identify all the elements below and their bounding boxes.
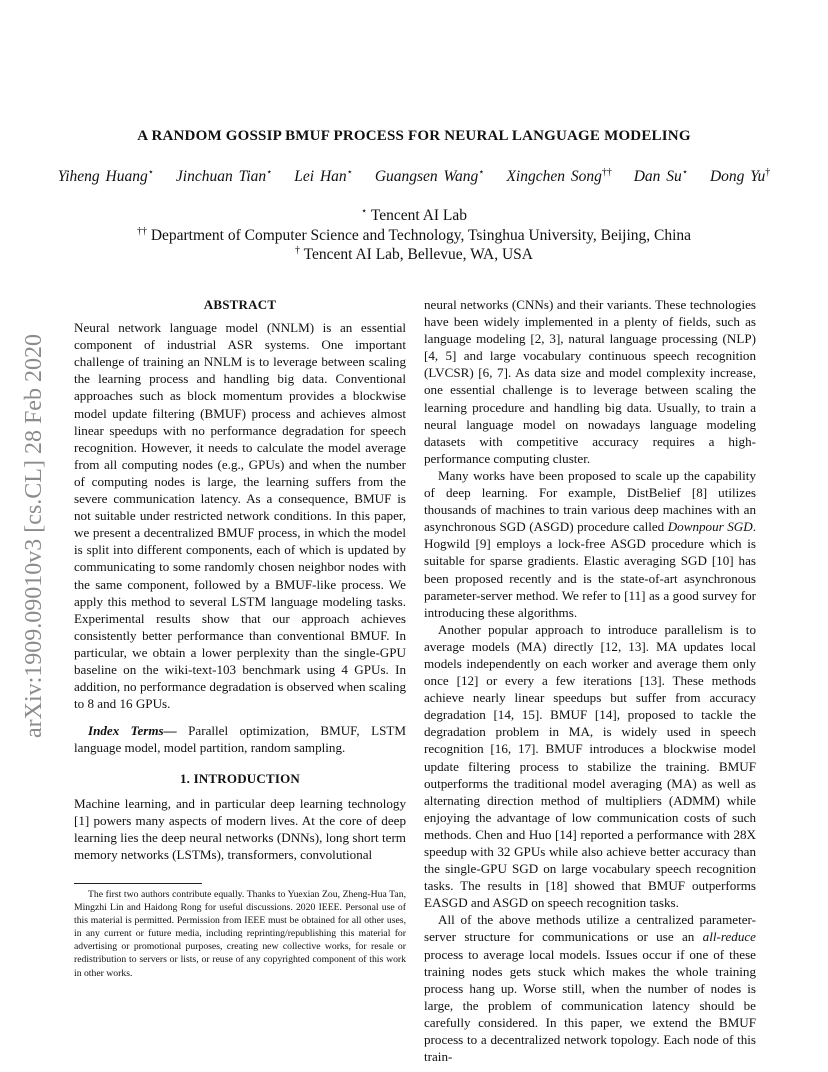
intro-paragraph: Another popular approach to introduce parallelism is to average models (MA) directly [12, 13]. MA updates local models independently on each worker and average them only once [12] or every a few iterations [13]. These methods achieve nearly linear speedups but suffer from accuracy degradation [14, 15]. BMUF [14], proposed to tackle the degradation problem in MA, is widely used in speech recognition [16, 17]. BMUF introduces a blockwise model update filtering process to stabilize the training. BMUF outperforms the traditional model averaging (MA) as well as alternating direction method of multipliers (ADMM) while enjoying the advantage of low communication costs of such methods. Chen and Huo [14] reported a performance with 28X speedup with 32 GPUs while also achieve better accuracy than the single-GPU SGD on large vocabulary speech recognition tasks. The results in [18] showed that BMUF outperforms EASGD and ASGD on speech recognition tasks. (424, 621, 756, 911)
arxiv-stamp (14, 264, 54, 738)
author: Yiheng Huang⋆ (57, 167, 155, 186)
author-list (40, 167, 788, 186)
arxiv-id: arXiv:1909.09010v3 [cs.CL] 28 Feb 2020 (21, 334, 47, 738)
index-terms: Index Terms— Parallel optimization, BMUF, LSTM language model, model partition, random sampling. (74, 723, 406, 756)
intro-paragraph: Many works have been proposed to scale up the capability of deep learning. For example, DistBelief [8] utilizes thousands of machines to train various deep machines with an asynchronous SGD (ASGD) procedure called Downpour SGD. Hogwild [9] employs a lock-free ASGD procedure which is suitable for sparse gradients. Elastic averaging SGD [10] has been proposed recently and is the state-of-art asynchronous parameter-server method. We refer to [11] as a good survey for introducing these algorithms. (424, 467, 756, 620)
author: Lei Han⋆ (294, 167, 353, 186)
footnote-rule (74, 883, 202, 884)
paper-title: A RANDOM GOSSIP BMUF PROCESS FOR NEURAL LANGUAGE MODELING (137, 128, 691, 144)
abstract-text: Neural network language model (NNLM) is an essential component of industrial ASR systems. One important challenge of training an NNLM is to leverage between scaling the learning process and handling big data. Conventional approaches such as block momentum provides a blockwise model update filtering (BMUF) process and achieves almost linear speedups with no performance degradation for speech recognition. However, it needs to calculate the model average from all computing nodes (e.g., GPUs) and when the number of computing nodes is large, the learning suffers from the severe communication latency. As a consequence, BMUF is not suitable under restricted network conditions. In this paper, we present a decentralized BMUF process, in which the model is split into different components, each of which is updated by communicating to some randomly chosen neighbor nodes with the same component, followed by a BMUF-like process. We apply this method to several LSTM language modeling tasks. Experimental results show that our approach achieves consistently better performance than conventional BMUF. In particular, we obtain a lower perplexity than the single-GPU baseline on the wiki-text-103 benchmark using 4 GPUs. In addition, no performance degradation is observed when scaling to 8 and 16 GPUs. (74, 320, 406, 712)
affiliation: ⋆ Tencent AI Lab (360, 206, 468, 225)
author: Dong Yu† (709, 167, 771, 186)
author: Guangsen Wang⋆ (374, 167, 485, 186)
affiliation: † Tencent AI Lab, Bellevue, WA, USA (295, 245, 533, 264)
intro-paragraph: All of the above methods utilize a centralized parameter-server structure for communications or use an all-reduce process to average local models. Issues occur if one of these training nodes gets stuck which makes the whole training process hang up. Worse still, when the number of nodes is large, the problem of communication latency should be carefully considered. In this paper, we extend the BMUF process to a decentralized network topology. Each node of this train- (424, 912, 756, 1065)
intro-heading: 1. INTRODUCTION (179, 771, 300, 787)
affiliation: †† Department of Computer Science and Technology, Tsinghua University, Beijing, China (136, 226, 692, 245)
footnote: The first two authors contribute equally. Thanks to Yuexian Zou, Zheng-Hua Tan, Mingzhi Lin and Haidong Rong for useful discussions. 2020 IEEE. Personal use of this material is permitted. Permission from IEEE must be obtained for all other uses, in any current or future media, including reprinting/republishing this material for advertising or promotional purposes, creating new collective works, for resale or redistribution to servers or lists, or reuse of any copyrighted component of this work in other works. (74, 889, 406, 979)
intro-paragraph: Machine learning, and in particular deep learning technology [1] powers many aspects of modern lives. At the core of deep learning lies the deep neural networks (DNNs), long short term memory networks (LSTMs), transformers, convolutional (74, 795, 406, 862)
left-column (74, 296, 406, 863)
author: Dan Su⋆ (633, 167, 689, 186)
intro-paragraph-continued: neural networks (CNNs) and their variants. These technologies have been widely implemented in a plenty of fields, such as language modeling [2, 3], natural language processing (NLP) [4, 5] and large vocabulary continuous speech recognition (LVCSR) [6, 7]. As data size and model complexity increase, one essential challenge is to leverage between scaling the learning procedure and handling big data. Usually, to train a neural language model on nowadays language modeling datasets with competitive accuracy requires a high-performance computing cluster. (424, 297, 756, 466)
abstract-heading: ABSTRACT (203, 297, 277, 312)
author: Xingchen Song†† (506, 167, 612, 186)
right-column (424, 296, 756, 1065)
author: Jinchuan Tian⋆ (175, 167, 273, 186)
